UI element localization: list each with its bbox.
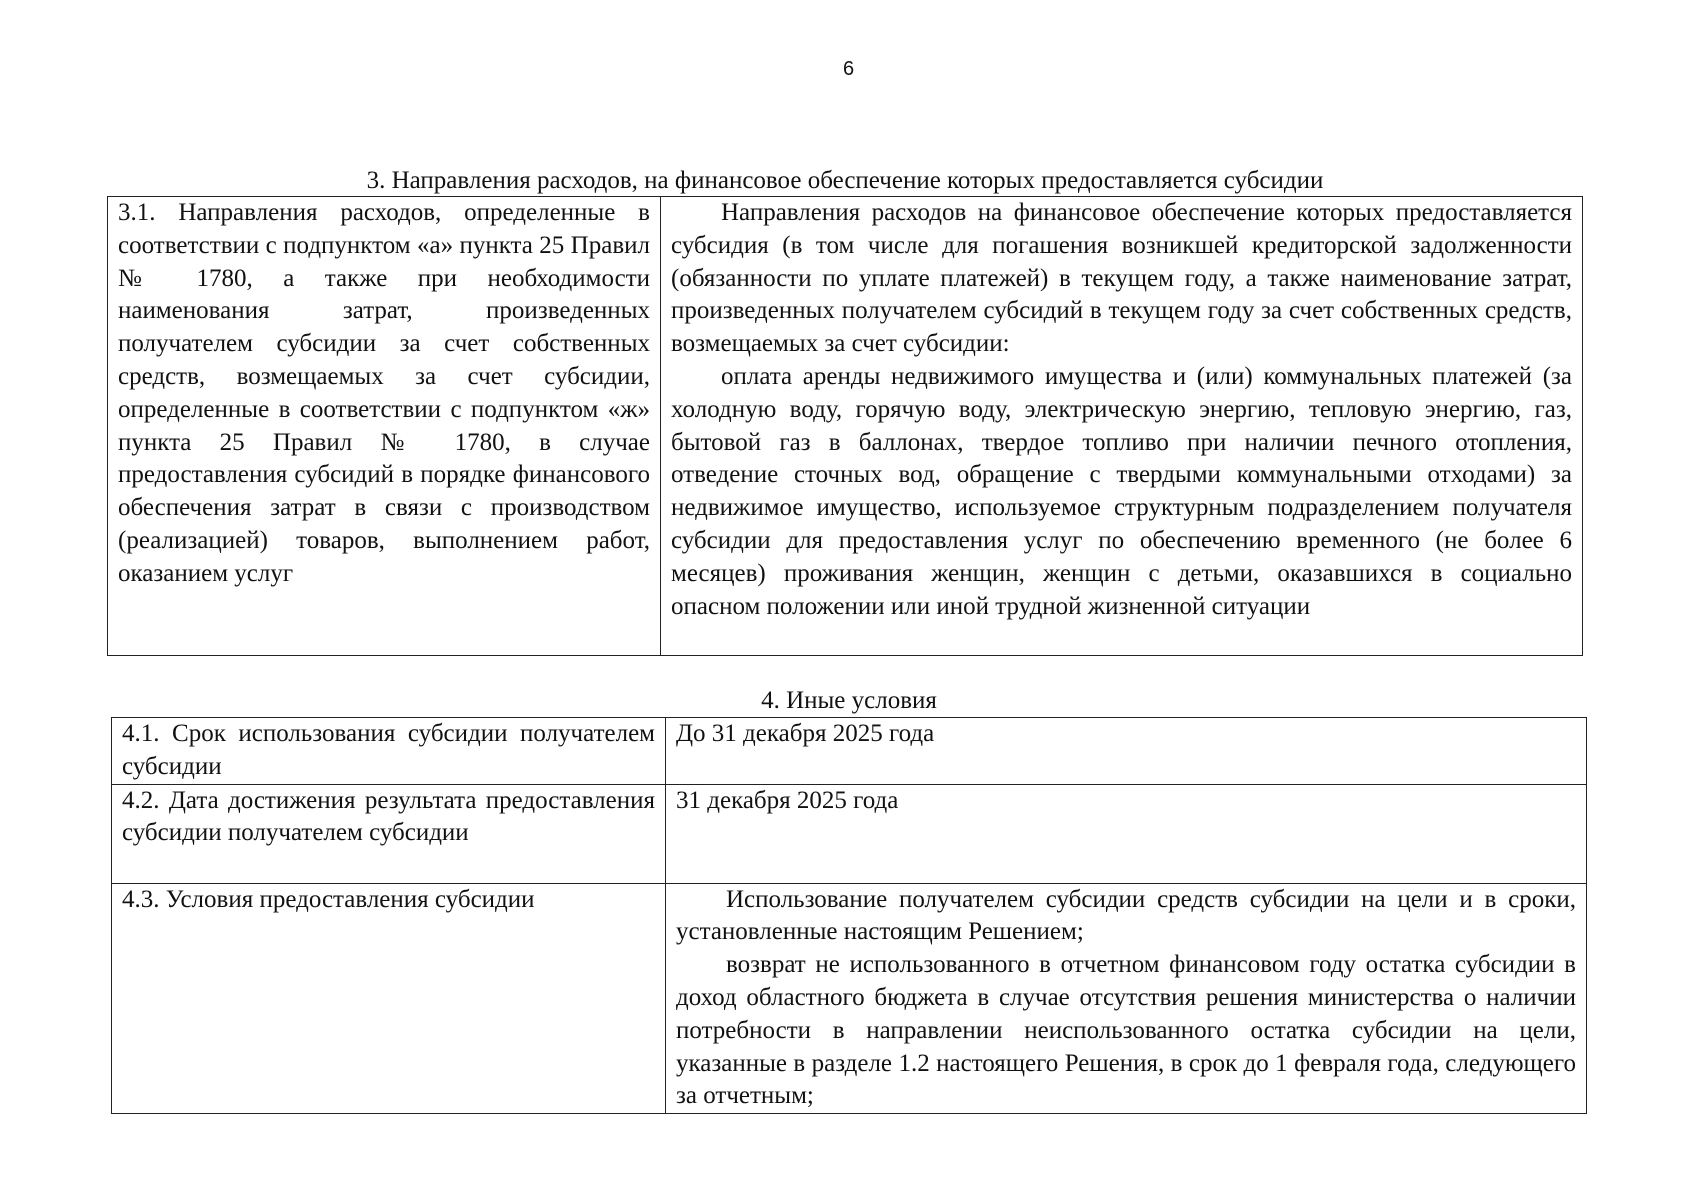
row-4-2-label-text: 4.2. Дата достижения результата предоставления субсидии получателем субсидии [122, 786, 655, 847]
table-row-4-1 [112, 718, 1587, 785]
row-3-1-paragraph-2: оплата аренды недвижимого имущества и (или) коммунальных платежей (за холодную воду, горячую воду, электрическую энергию, тепловую энергию, газ, бытовой газ в баллонах, твердое топливо при наличии печного отопления, отведение сточных вод, обращение с твердыми коммунальными отходами) за недвижимое имущество, используемое структурным подразделением получателя субсидии для предоставления услуг по обеспечению временного (не более 6 месяцев) проживания женщин, женщин с детьми, оказавшихся в социально опасном положении или иной трудной жизненной ситуации [671, 362, 1572, 620]
row-3-1-label [108, 197, 661, 656]
section-3-table [107, 196, 1583, 656]
row-3-1-paragraph-1: Направления расходов на финансовое обеспечение которых предоставляется субсидия (в том числе для погашения возникшей кредиторской задолженности (обязанности по уплате платежей) в текущем году, а также наименование затрат, произведенных получателем субсидий в текущем году за счет собственных средств, возмещаемых за счет субсидии: [671, 199, 1572, 358]
row-4-1-value-text: До 31 декабря 2025 года [676, 720, 935, 747]
row-4-3-paragraph-1: Использование получателем субсидии средств субсидии на цели и в сроки, установленные настоящим Решением; [676, 885, 1576, 946]
row-4-2-value-text: 31 декабря 2025 года [676, 786, 899, 814]
row-4-1-value [666, 718, 1587, 785]
row-4-3-paragraph-2: возврат не использованного в отчетном финансовом году остатка субсидии в доход областного бюджета в случае отсутствия решения министерства о наличии потребности в направлении неиспользованного остатка субсидии на цели, указанные в разделе 1.2 настоящего Решения, в срок до 1 февраля года, следующего за отчетным; [676, 951, 1576, 1110]
row-4-3-label-text: 4.3. Условия предоставления субсидии [122, 885, 535, 913]
row-4-1-label [112, 718, 666, 785]
row-4-2-value [666, 784, 1587, 883]
row-4-3-content [666, 883, 1587, 1114]
row-4-3-label [112, 883, 666, 1114]
row-4-2-label [112, 784, 666, 883]
section-4-table [111, 717, 1587, 1114]
page-number: 6 [842, 58, 855, 80]
table-row-4-3 [112, 883, 1587, 1114]
table-row-3-1 [108, 197, 1583, 656]
row-3-1-label-text: 3.1. Направления расходов, определенные в соответствии с подпунктом «а» пункта 25 Правил № 1780, а также при необходимости наименования затрат, произведенных получателем субсидии за счет собственных средств, возмещаемых за счет субсидии, определенные в соответствии с подпунктом «ж» пункта 25 Правил № 1780, в случае предоставления субсидий в порядке финансового обеспечения затрат в связи с производством (реализацией) товаров, выполнением работ, оказанием услуг [118, 199, 650, 587]
section-3-title: 3. Направления расходов, на финансовое обеспечение которых предоставляется субсидии [366, 167, 1324, 194]
table-row-4-2 [112, 784, 1587, 883]
row-4-1-label-text: 4.1. Срок использования субсидии получателем субсидии [122, 720, 655, 780]
row-3-1-content [661, 197, 1583, 656]
section-4-title: 4. Иные условия [761, 687, 937, 714]
